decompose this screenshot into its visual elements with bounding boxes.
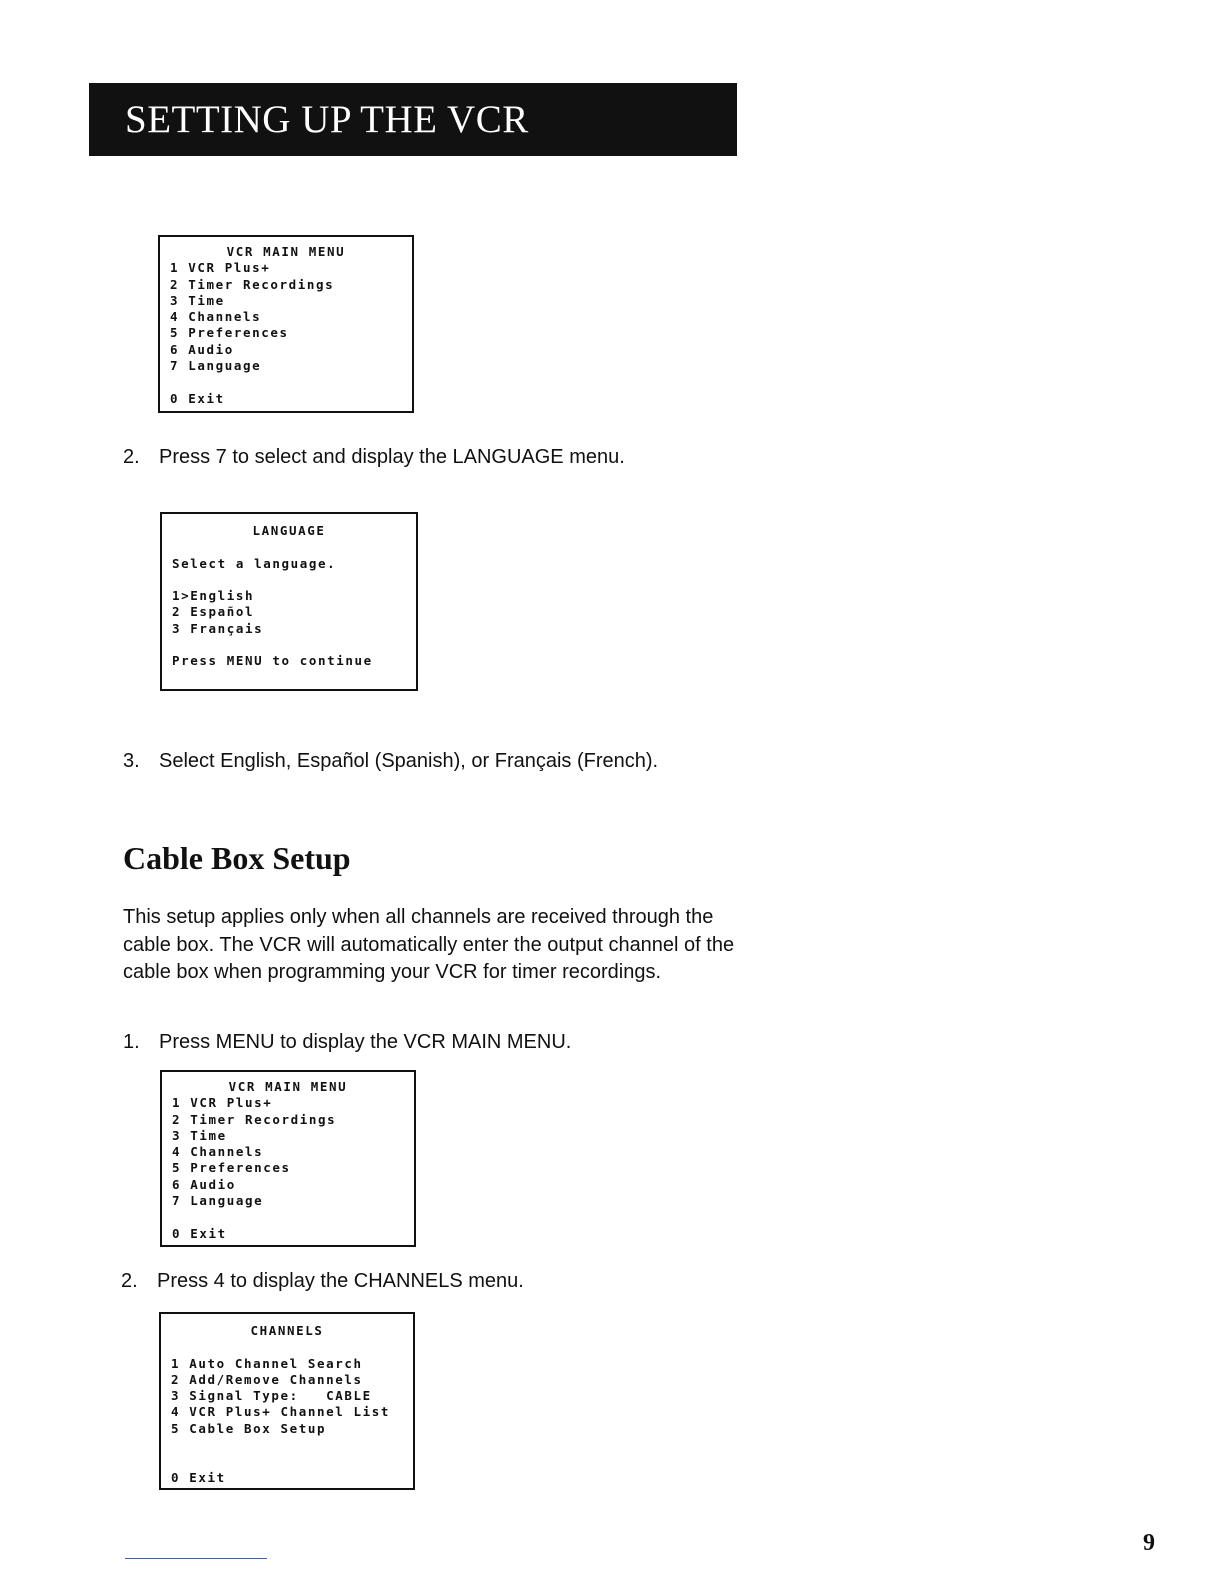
step-text: Press 7 to select and display the LANGUAGE menu.	[159, 446, 625, 468]
step-instruction	[123, 1028, 571, 1056]
page-number: 9	[1143, 1530, 1155, 1556]
step-instruction	[123, 747, 658, 775]
step-number: 2.	[123, 446, 140, 468]
menu-title: VCR MAIN MENU	[228, 1079, 348, 1094]
menu-item: 2 Timer Recordings	[172, 1111, 337, 1127]
step-number: 3.	[123, 750, 140, 772]
menu-item: 1 VCR Plus+	[170, 260, 271, 276]
menu-item: 4 Channels	[170, 309, 262, 325]
menu-exit: 0 Exit	[171, 1469, 226, 1485]
step-text: Select English, Español (Spanish), or Français (French).	[159, 750, 659, 772]
menu-item: 1 VCR Plus+	[172, 1095, 273, 1111]
menu-item: 5 Preferences	[172, 1160, 291, 1176]
menu-footer: Press MENU to continue	[172, 653, 373, 669]
menu-exit: 0 Exit	[172, 1225, 227, 1241]
menu-title: LANGUAGE	[252, 523, 326, 538]
footer-rule	[125, 1558, 267, 1559]
menu-item: 4 Channels	[172, 1144, 264, 1160]
menu-item: 5 Cable Box Setup	[171, 1420, 327, 1436]
menu-title: CHANNELS	[250, 1323, 324, 1338]
menu-item: 3 Time	[170, 292, 225, 308]
step-instruction	[123, 443, 625, 471]
language-menu-screen	[160, 512, 418, 691]
language-option: 3 Français	[172, 620, 264, 636]
menu-item: 6 Audio	[170, 341, 234, 357]
menu-prompt: Select a language.	[172, 555, 337, 571]
step-number: 1.	[123, 1031, 140, 1053]
section-heading: Cable Box Setup	[123, 840, 351, 876]
menu-item: 2 Add/Remove Channels	[171, 1371, 363, 1387]
step-instruction	[121, 1267, 524, 1295]
menu-item: 1 Auto Channel Search	[171, 1355, 363, 1371]
menu-item: 7 Language	[170, 358, 262, 374]
channels-menu-screen	[159, 1312, 415, 1490]
menu-item: 7 Language	[172, 1193, 264, 1209]
vcr-main-menu-screen	[160, 1070, 416, 1247]
menu-exit: 0 Exit	[170, 390, 225, 406]
menu-item: 6 Audio	[172, 1176, 236, 1192]
step-text: Press MENU to display the VCR MAIN MENU.	[159, 1031, 572, 1053]
menu-item: 3 Signal Type: CABLE	[171, 1388, 372, 1404]
section-banner: SETTING UP THE VCR	[89, 83, 737, 156]
section-paragraph: This setup applies only when all channels are received through the cable box. The VCR will automatically enter the output channel of the cable box when programming your VCR for timer recordings.	[123, 906, 735, 983]
language-option: 1>English	[172, 588, 255, 604]
menu-item: 3 Time	[172, 1127, 227, 1143]
menu-item: 5 Preferences	[170, 325, 289, 341]
step-number: 2.	[121, 1270, 138, 1292]
menu-item: 4 VCR Plus+ Channel List	[171, 1404, 391, 1420]
menu-item: 2 Timer Recordings	[170, 276, 335, 292]
vcr-main-menu-screen	[158, 235, 414, 413]
language-option: 2 Español	[172, 604, 255, 620]
menu-title: VCR MAIN MENU	[226, 244, 346, 259]
step-text: Press 4 to display the CHANNELS menu.	[157, 1270, 524, 1292]
